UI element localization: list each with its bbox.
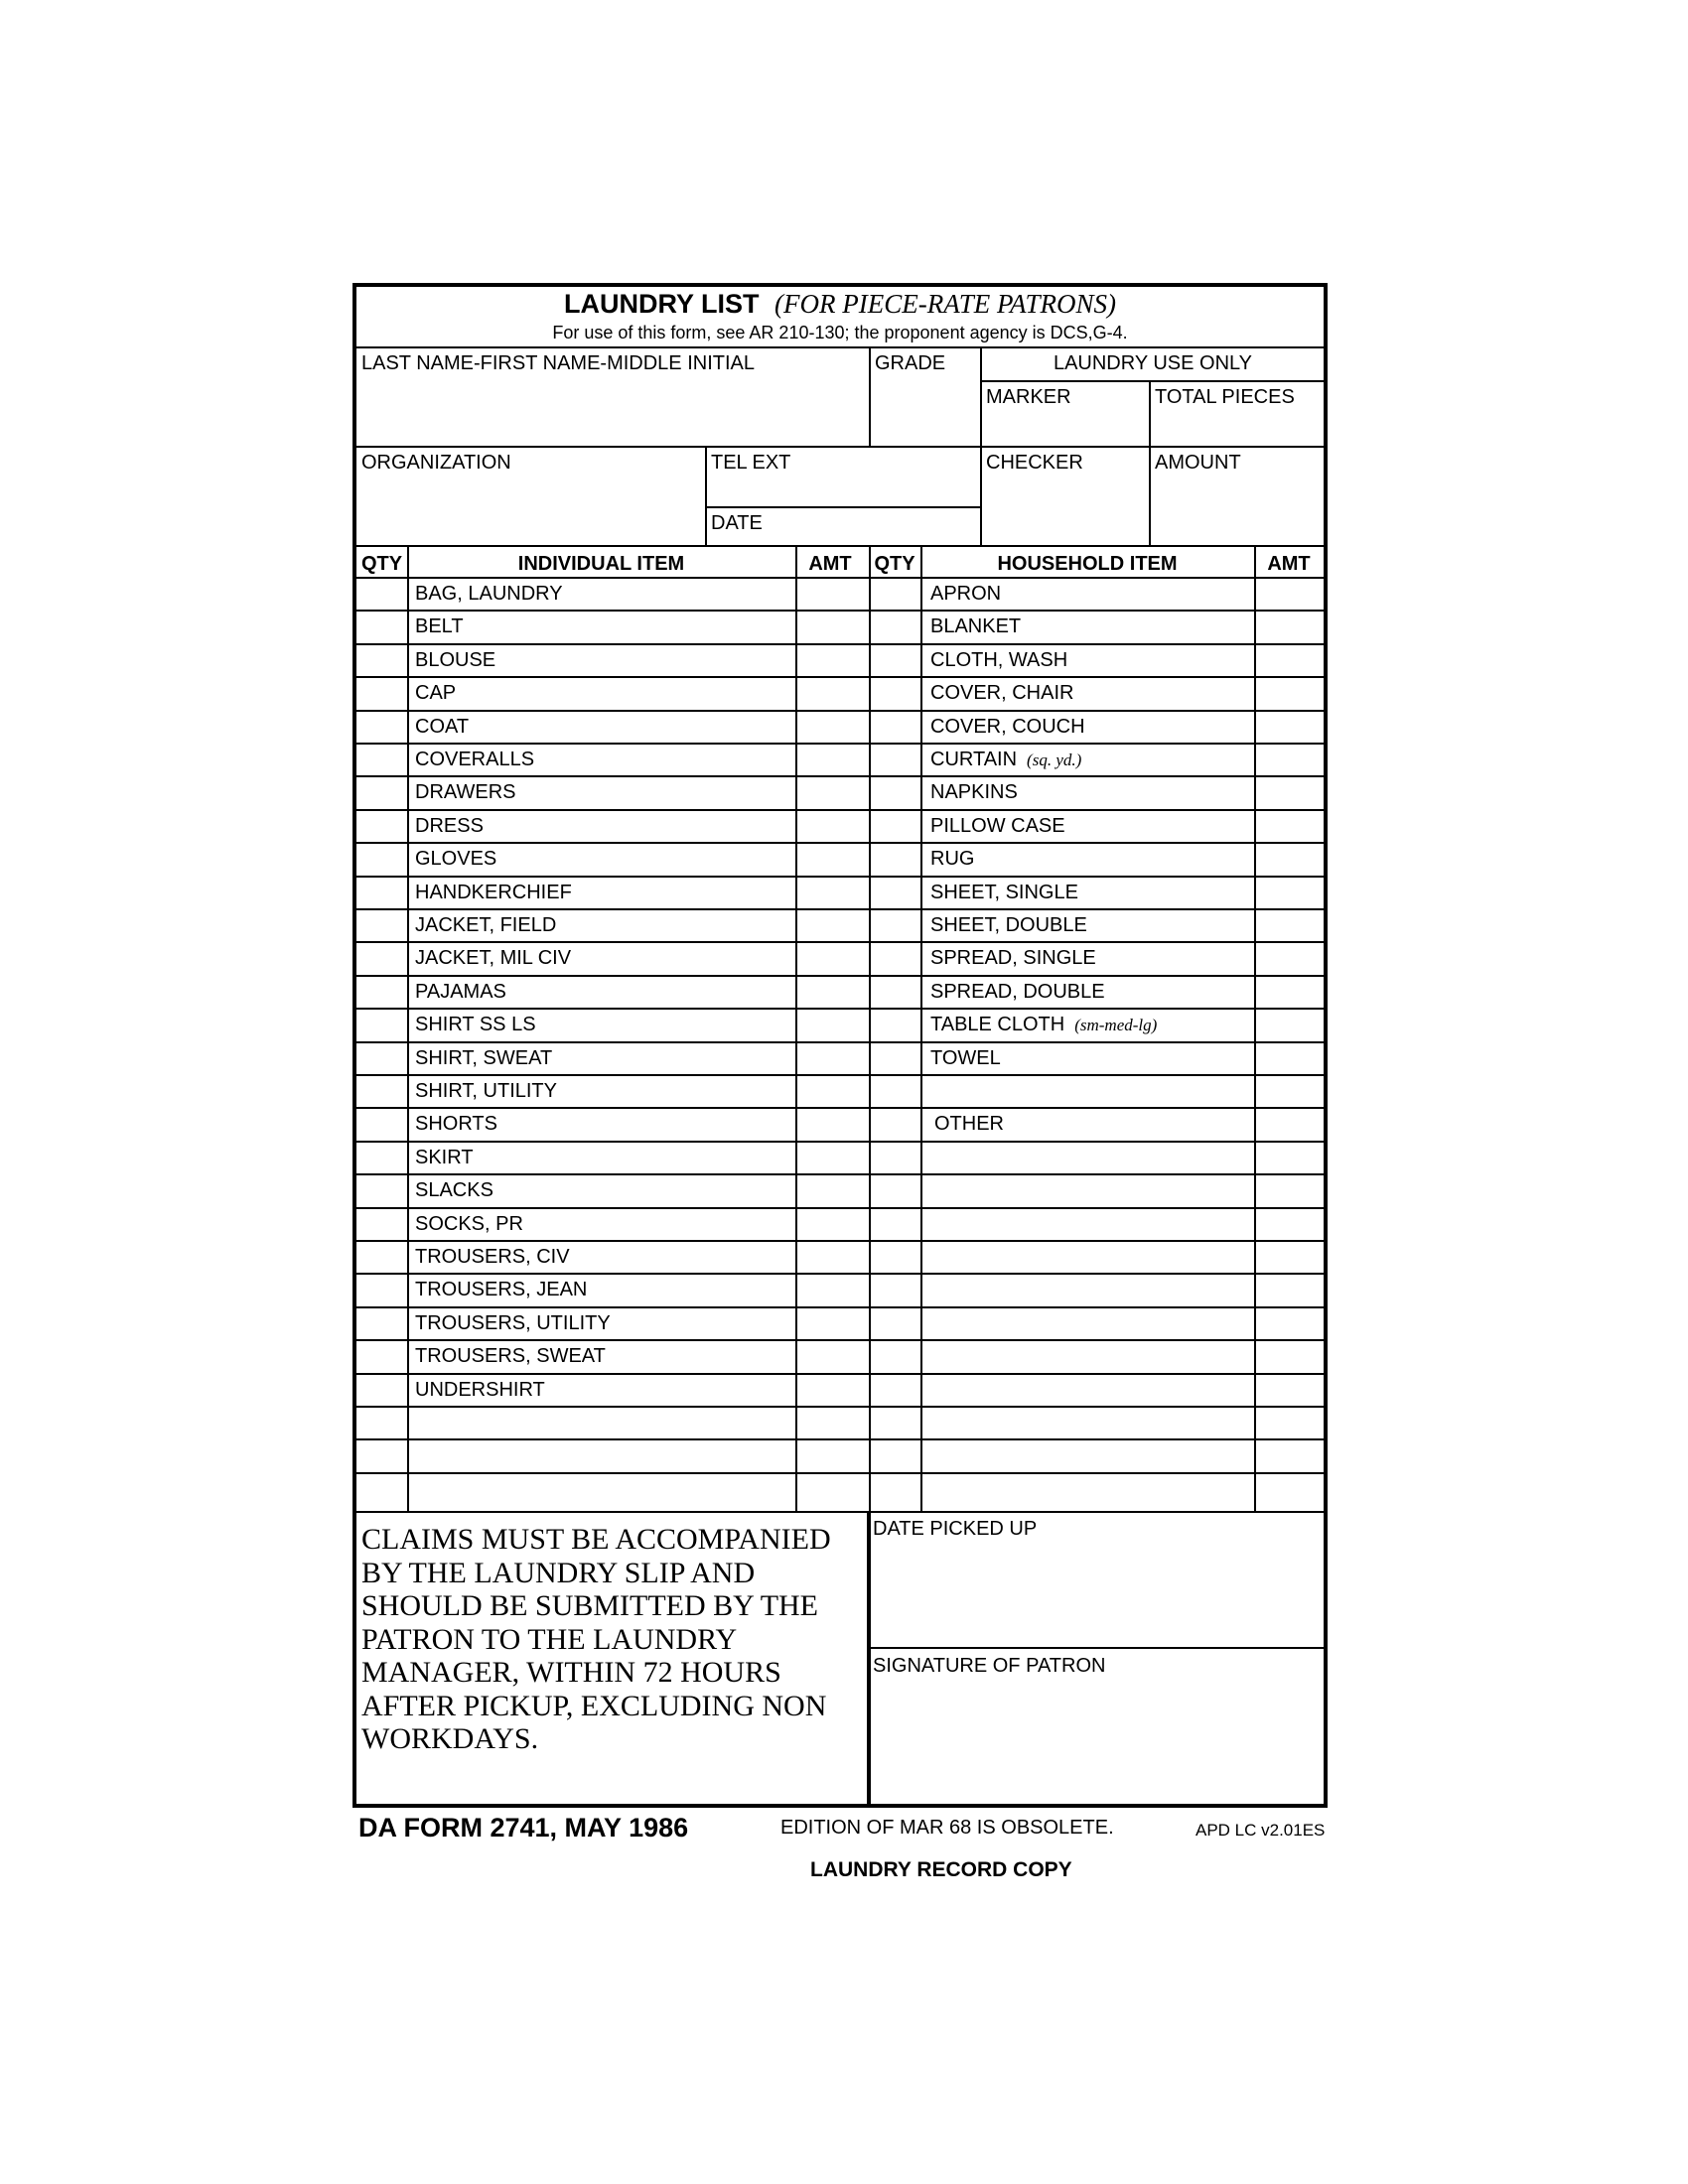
individual-item-row: CAP <box>415 682 457 705</box>
individual-item-row: SHORTS <box>415 1113 497 1136</box>
household-item-row <box>930 781 1018 804</box>
household-item-row <box>930 1014 1157 1036</box>
individual-item-row: BELT <box>415 615 464 638</box>
amt-header-household: AMT <box>1267 553 1311 575</box>
individual-item-row: BLOUSE <box>415 648 496 671</box>
household-item-row <box>930 716 1085 739</box>
household-item-label: SHEET, DOUBLE <box>930 914 1087 936</box>
household-item-label: PILLOW CASE <box>930 814 1065 837</box>
individual-item-row: GLOVES <box>415 848 497 871</box>
individual-item-row: COAT <box>415 715 470 738</box>
household-item-label: APRON <box>930 583 1002 605</box>
household-item-label: COVER, COUCH <box>930 715 1085 738</box>
individual-item-row: UNDERSHIRT <box>415 1378 545 1401</box>
household-item-label: TOWEL <box>930 1046 1001 1069</box>
household-item-row <box>930 981 1105 1004</box>
household-item-label: TABLE CLOTH <box>930 1014 1065 1036</box>
amt-header-individual: AMT <box>808 553 852 575</box>
signature-of-patron-field[interactable]: SIGNATURE OF PATRON <box>873 1655 1106 1677</box>
household-item-label: COVER, CHAIR <box>930 682 1074 705</box>
household-item-label: SPREAD, SINGLE <box>930 947 1096 970</box>
household-item-label: SHEET, SINGLE <box>930 881 1078 903</box>
form-number: DA FORM 2741, MAY 1986 <box>358 1813 689 1843</box>
date-picked-up-field[interactable]: DATE PICKED UP <box>873 1518 1038 1540</box>
household-item-label: CURTAIN <box>930 749 1018 770</box>
grade-field[interactable]: GRADE <box>875 352 946 374</box>
tel-ext-field[interactable]: TEL EXT <box>711 452 791 474</box>
household-item-row <box>930 649 1067 672</box>
individual-item-row: SHIRT, UTILITY <box>415 1080 557 1102</box>
household-item-header: HOUSEHOLD ITEM <box>997 553 1178 575</box>
individual-item-row: TROUSERS, CIV <box>415 1246 570 1268</box>
individual-item-row: SOCKS, PR <box>415 1212 523 1235</box>
copy-label: LAUNDRY RECORD COPY <box>810 1858 1072 1881</box>
amount-field[interactable]: AMOUNT <box>1155 452 1241 474</box>
checker-field[interactable]: CHECKER <box>986 452 1083 474</box>
household-item-row <box>930 815 1065 838</box>
claims-notice: CLAIMS MUST BE ACCOMPANIED BY THE LAUNDRY SLIP AND SHOULD BE SUBMITTED BY THE PATRON TO THE LAUNDRY MANAGER, WITHIN 72 HOURS AFTER PICKUP, EXCLUDING NON WORKDAYS. <box>361 1523 831 1755</box>
individual-item-row: SLACKS <box>415 1179 493 1202</box>
individual-item-row: DRESS <box>415 814 484 837</box>
individual-item-row: TROUSERS, SWEAT <box>415 1345 606 1368</box>
household-item-label: BLANKET <box>930 615 1022 638</box>
qty-header-household: QTY <box>874 553 915 575</box>
organization-field[interactable]: ORGANIZATION <box>361 452 511 474</box>
household-item-row <box>930 615 1021 638</box>
household-item-row <box>930 848 974 871</box>
household-item-row <box>930 583 1001 606</box>
name-field[interactable]: LAST NAME-FIRST NAME-MIDDLE INITIAL <box>361 352 755 374</box>
total-pieces-field[interactable]: TOTAL PIECES <box>1155 386 1295 408</box>
curtain-unit-note: (sq. yd.) <box>1027 751 1082 769</box>
individual-item-row: SKIRT <box>415 1146 474 1168</box>
household-item-row <box>930 882 1078 904</box>
laundry-use-only-label: LAUNDRY USE ONLY <box>1053 352 1253 374</box>
individual-item-row: PAJAMAS <box>415 980 506 1003</box>
household-item-row <box>930 749 1081 771</box>
subtitle-text: (FOR PIECE-RATE PATRONS) <box>774 289 1116 319</box>
form-title <box>356 289 1324 320</box>
form-instruction: For use of this form, see AR 210-130; the proponent agency is DCS,G-4. <box>552 323 1128 342</box>
date-field[interactable]: DATE <box>711 512 763 534</box>
other-label: OTHER <box>934 1113 1004 1136</box>
marker-field[interactable]: MARKER <box>986 386 1071 408</box>
individual-item-row: SHIRT, SWEAT <box>415 1046 553 1069</box>
individual-item-row: TROUSERS, JEAN <box>415 1279 588 1301</box>
household-item-row <box>930 947 1096 970</box>
individual-item-row: HANDKERCHIEF <box>415 881 572 903</box>
individual-item-row: SHIRT SS LS <box>415 1014 536 1036</box>
qty-header-individual: QTY <box>360 553 403 575</box>
household-item-row <box>930 914 1087 937</box>
edition-note: EDITION OF MAR 68 IS OBSOLETE. <box>780 1817 1114 1839</box>
individual-item-header: INDIVIDUAL ITEM <box>517 553 685 575</box>
individual-item-row: JACKET, MIL CIV <box>415 947 572 970</box>
household-item-row <box>930 1047 1001 1070</box>
individual-item-row: BAG, LAUNDRY <box>415 583 563 605</box>
title-text: LAUNDRY LIST <box>564 289 760 319</box>
laundry-list-form <box>352 283 1328 1808</box>
household-item-label: NAPKINS <box>930 781 1018 804</box>
household-item-label: RUG <box>930 848 975 871</box>
version-label: APD LC v2.01ES <box>1196 1821 1326 1840</box>
individual-item-row: TROUSERS, UTILITY <box>415 1311 611 1334</box>
household-item-row <box>930 682 1073 705</box>
household-item-label: SPREAD, DOUBLE <box>930 980 1105 1003</box>
individual-item-row: JACKET, FIELD <box>415 914 557 936</box>
household-item-label: CLOTH, WASH <box>930 648 1068 671</box>
table-cloth-size-note: (sm-med-lg) <box>1074 1016 1158 1035</box>
individual-item-row: DRAWERS <box>415 781 516 804</box>
individual-item-row: COVERALLS <box>415 749 535 770</box>
